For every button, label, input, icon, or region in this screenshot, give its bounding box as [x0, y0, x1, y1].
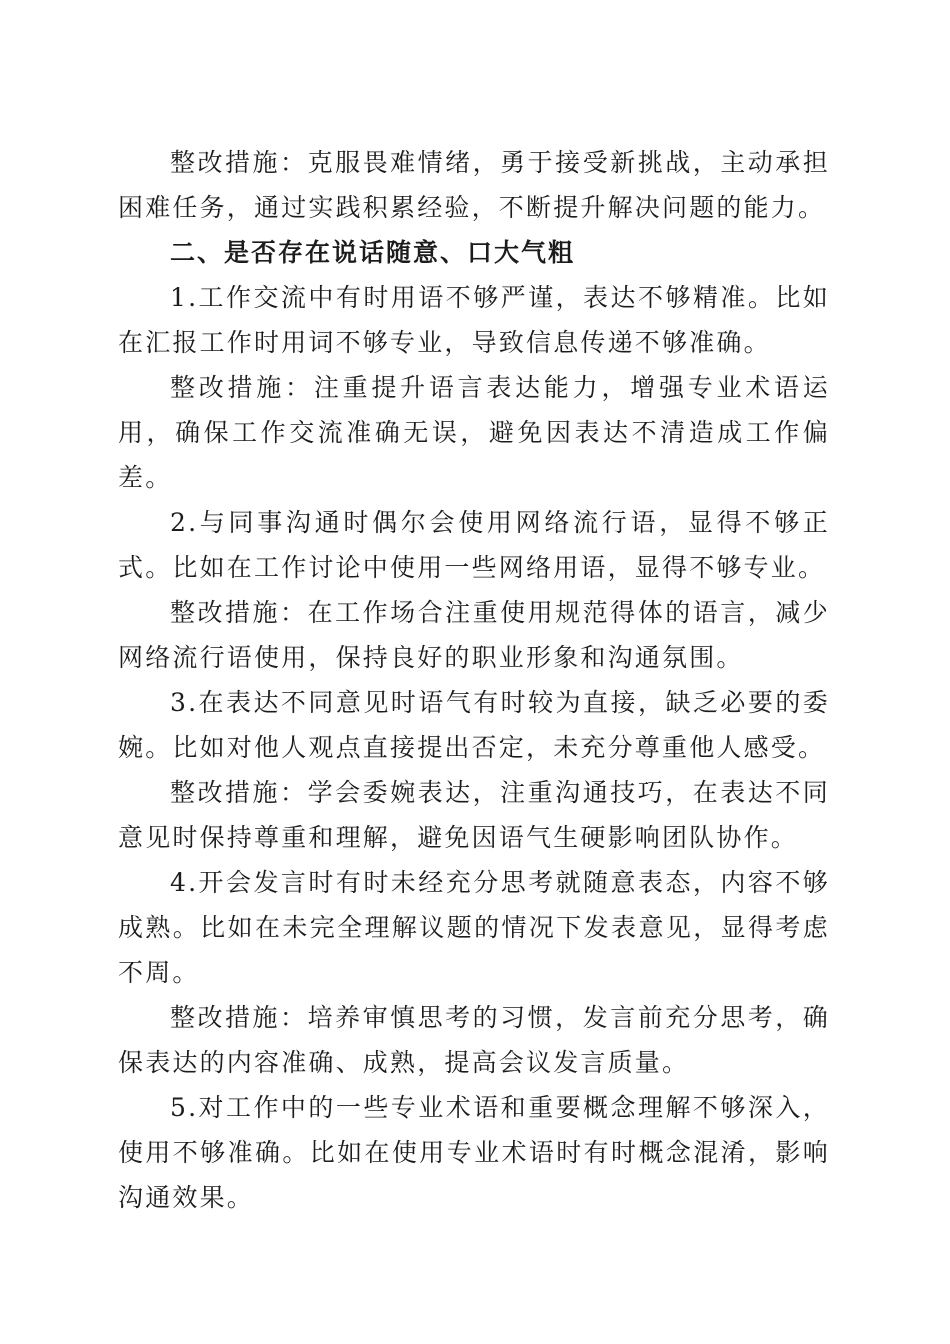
paragraph-rectification-measure: 整改措施：在工作场合注重使用规范得体的语言，减少网络流行语使用，保持良好的职业形象和沟通氛围。 [118, 598, 830, 672]
paragraph-rectification-measure: 整改措施：学会委婉表达，注重沟通技巧，在表达不同意见时保持尊重和理解，避免因语气生硬影响团队协作。 [118, 778, 830, 852]
paragraph-item-2: 2.与同事沟通时偶尔会使用网络流行语，显得不够正式。比如在工作讨论中使用一些网络用语，显得不够专业。 [118, 508, 830, 582]
paragraph-rectification-measure: 整改措施：注重提升语言表达能力，增强专业术语运用，确保工作交流准确无误，避免因表达不清造成工作偏差。 [118, 373, 830, 492]
paragraph-item-4: 4.开会发言时有时未经充分思考就随意表态，内容不够成熟。比如在未完全理解议题的情况下发表意见，显得考虑不周。 [118, 868, 830, 987]
paragraph-item-1: 1.工作交流中有时用语不够严谨，表达不够精准。比如在汇报工作时用词不够专业，导致信息传递不够准确。 [118, 283, 830, 357]
paragraph-rectification-measure: 整改措施：克服畏难情绪，勇于接受新挑战，主动承担困难任务，通过实践积累经验，不断提升解决问题的能力。 [118, 148, 830, 222]
document-body [118, 140, 830, 1220]
paragraph-item-5: 5.对工作中的一些专业术语和重要概念理解不够深入，使用不够准确。比如在使用专业术语时有时概念混淆，影响沟通效果。 [118, 1093, 830, 1212]
section-heading: 二、是否存在说话随意、口大气粗 [170, 238, 576, 267]
paragraph-rectification-measure: 整改措施：培养审慎思考的习惯，发言前充分思考，确保表达的内容准确、成熟，提高会议发言质量。 [118, 1003, 830, 1077]
paragraph-item-3: 3.在表达不同意见时语气有时较为直接，缺乏必要的委婉。比如对他人观点直接提出否定，未充分尊重他人感受。 [118, 688, 830, 762]
